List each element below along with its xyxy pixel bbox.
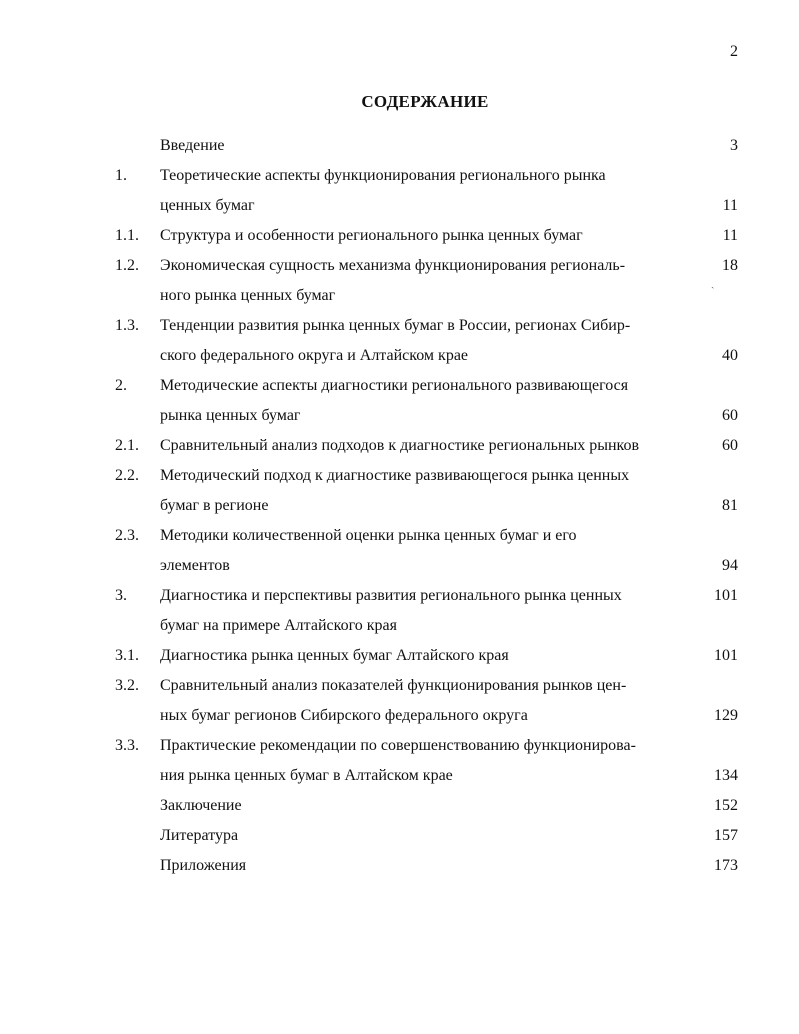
toc-entry xyxy=(0,791,799,821)
scan-mark: ˏ xyxy=(711,278,715,289)
toc-entry-text: Методики количественной оценки рынка ценных бумаг и его xyxy=(160,527,577,544)
toc-entry-text: Сравнительный анализ подходов к диагностике региональных рынков xyxy=(160,437,640,454)
toc-entry-page: 101 xyxy=(714,647,738,664)
toc-entry-page: 11 xyxy=(722,227,738,244)
toc-entry-text: Методический подход к диагностике развивающегося рынка ценных xyxy=(160,467,630,484)
page-number: 2 xyxy=(730,43,738,60)
table-of-contents xyxy=(0,131,799,881)
toc-entry-text: рынка ценных бумаг xyxy=(160,407,301,424)
toc-entry-page: 129 xyxy=(714,707,738,724)
toc-entry-page: 157 xyxy=(714,827,738,844)
toc-entry xyxy=(0,461,799,521)
toc-entry-text: бумаг на примере Алтайского края xyxy=(160,617,397,634)
toc-entry xyxy=(0,641,799,671)
toc-entry-text: Сравнительный анализ показателей функционирования рынков цен- xyxy=(160,677,627,694)
toc-entry-page: 173 xyxy=(714,857,738,874)
toc-entry-page: 18 xyxy=(722,257,738,274)
toc-entry-number: 3.1. xyxy=(115,647,139,664)
toc-entry-number: 3.2. xyxy=(115,677,139,694)
toc-entry xyxy=(0,521,799,581)
toc-entry-text: Литература xyxy=(160,827,239,844)
toc-entry-text: Заключение xyxy=(160,797,242,814)
toc-entry-number: 1.2. xyxy=(115,257,139,274)
toc-entry-page: 3 xyxy=(730,137,738,154)
toc-entry-text: Диагностика рынка ценных бумаг Алтайского края xyxy=(160,647,509,664)
toc-entry-text: Теоретические аспекты функционирования регионального рынка xyxy=(160,167,606,184)
toc-entry xyxy=(0,671,799,731)
toc-entry-text: ского федерального округа и Алтайском крае xyxy=(160,347,469,364)
toc-entry-number: 1.1. xyxy=(115,227,139,244)
toc-entry xyxy=(0,371,799,431)
toc-entry xyxy=(0,431,799,461)
toc-entry-number: 3. xyxy=(115,587,127,604)
toc-entry-text: Структура и особенности регионального рынка ценных бумаг xyxy=(160,227,583,244)
toc-entry-page: 40 xyxy=(722,347,738,364)
toc-entry-text: Диагностика и перспективы развития регионального рынка ценных xyxy=(160,587,622,604)
toc-entry-text: ния рынка ценных бумаг в Алтайском крае xyxy=(160,767,453,784)
toc-entry xyxy=(0,251,799,311)
toc-entry xyxy=(0,131,799,161)
toc-entry-text: Практические рекомендации по совершенствованию функционирова- xyxy=(160,737,636,754)
toc-title: СОДЕРЖАНИЕ xyxy=(361,92,489,111)
toc-entry-page: 81 xyxy=(722,497,738,514)
toc-entry-page: 94 xyxy=(722,557,738,574)
toc-entry-number: 2.2. xyxy=(115,467,139,484)
toc-entry xyxy=(0,161,799,221)
toc-entry-number: 2.1. xyxy=(115,437,139,454)
toc-entry-text: ных бумаг регионов Сибирского федерального округа xyxy=(160,707,528,724)
toc-entry-page: 11 xyxy=(722,197,738,214)
toc-entry xyxy=(0,731,799,791)
toc-entry-text: ного рынка ценных бумаг xyxy=(160,287,336,304)
toc-entry-number: 1. xyxy=(115,167,127,184)
toc-entry-text: Тенденции развития рынка ценных бумаг в России, регионах Сибир- xyxy=(160,317,631,334)
toc-entry-page: 152 xyxy=(714,797,738,814)
toc-entry-page: 101 xyxy=(714,587,738,604)
toc-entry-number: 1.3. xyxy=(115,317,139,334)
toc-entry xyxy=(0,311,799,371)
toc-entry-text: элементов xyxy=(160,557,230,574)
toc-entry-number: 2. xyxy=(115,377,127,394)
toc-entry xyxy=(0,821,799,851)
toc-entry-page: 60 xyxy=(722,437,738,454)
toc-entry xyxy=(0,851,799,881)
toc-entry-text: бумаг в регионе xyxy=(160,497,269,514)
toc-entry-text: Экономическая сущность механизма функционирования региональ- xyxy=(160,257,626,274)
toc-entry-number: 3.3. xyxy=(115,737,139,754)
toc-entry-page: 134 xyxy=(714,767,738,784)
toc-entry-page: 60 xyxy=(722,407,738,424)
toc-entry-text: Приложения xyxy=(160,857,247,874)
toc-entry xyxy=(0,221,799,251)
toc-entry-text: Методические аспекты диагностики регионального развивающегося xyxy=(160,377,629,394)
toc-entry-text: Введение xyxy=(160,137,225,154)
toc-entry-number: 2.3. xyxy=(115,527,139,544)
toc-entry xyxy=(0,581,799,641)
toc-entry-text: ценных бумаг xyxy=(160,197,255,214)
